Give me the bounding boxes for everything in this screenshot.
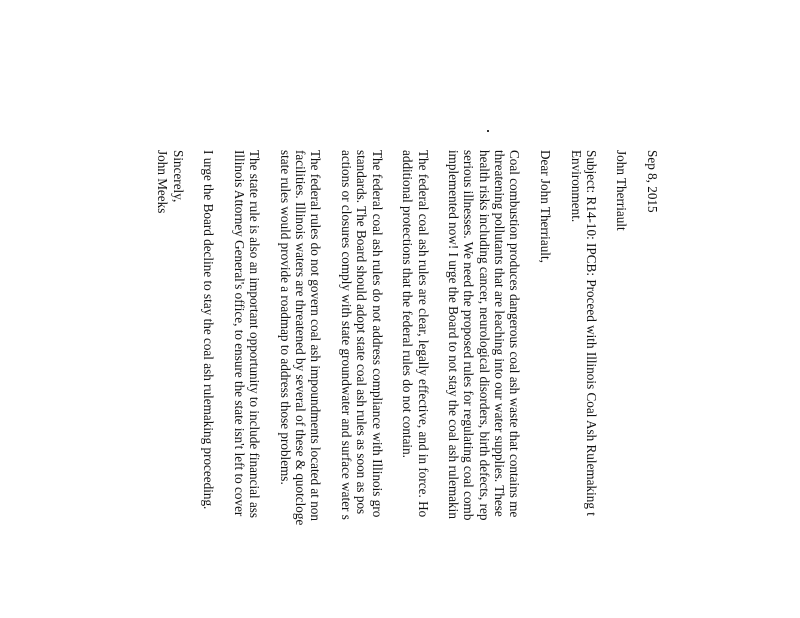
paragraph-line: state rules would provide a roadmap to address those problems. [277, 150, 293, 485]
paragraph-6 [201, 150, 216, 618]
salutation: Dear John Therriault, [537, 150, 553, 263]
letter-body [155, 150, 660, 618]
paragraph-5 [232, 150, 263, 618]
paragraph-line: threatening pollutants that are leaching into our water supplies. These [492, 150, 508, 517]
paragraph-4 [278, 150, 324, 618]
subject-line-1: Subject: R14-10: IPCB: Proceed with Illinois Coal Ash Rulemaking t [583, 150, 599, 516]
letter-recipient: John Therriault [614, 150, 630, 231]
paragraph-line: standards. The Board should adopt state coal ash rules as soon as pos [354, 150, 370, 515]
paragraph-line: actions or closures comply with state groundwater and surface water s [339, 150, 355, 520]
paragraph-line: Coal combustion produces dangerous coal ash waste that contains me [507, 150, 523, 518]
paragraph-line: additional protections that the federal rules do not contain. [400, 150, 416, 458]
paragraph-line: facilities. Illinois waters are threatened by several of these & quotcloge [293, 150, 309, 526]
paragraph-line: The federal rules do not govern coal ash impoundments located at non [308, 150, 324, 521]
signature: John Meeks [155, 150, 171, 214]
letter-date: Sep 8, 2015 [645, 150, 660, 213]
paragraph-line: I urge the Board decline to stay the coal ash rulemaking proceeding. [201, 150, 217, 510]
paragraph-line: implemented now! I urge the Board to not stay the coal ash rulemakin [446, 150, 462, 519]
paragraph-line: The federal coal ash rules do not address compliance with Illinois gro [369, 150, 385, 518]
paragraph-line: health risks including cancer, neurological disorders, birth defects, rep [476, 150, 492, 521]
paragraph-3 [339, 150, 385, 618]
paragraph-2 [400, 150, 431, 618]
subject-line-2: Environment. [568, 150, 584, 223]
paragraph-line: The federal coal ash rules are clear, legally effective, and in force. Ho [415, 150, 431, 518]
paragraph-line: The state rule is also an important opportunity to include financial ass [247, 150, 263, 519]
paragraph-1 [446, 150, 522, 618]
closing: Sincerely, [170, 150, 186, 203]
scan-speck [487, 130, 489, 132]
paragraph-line: Illinois Attorney General's office, to ensure the state isn't left to cover [231, 150, 247, 517]
paragraph-line: serious illnesses. We need the proposed rules for regulating coal comb [461, 150, 477, 521]
